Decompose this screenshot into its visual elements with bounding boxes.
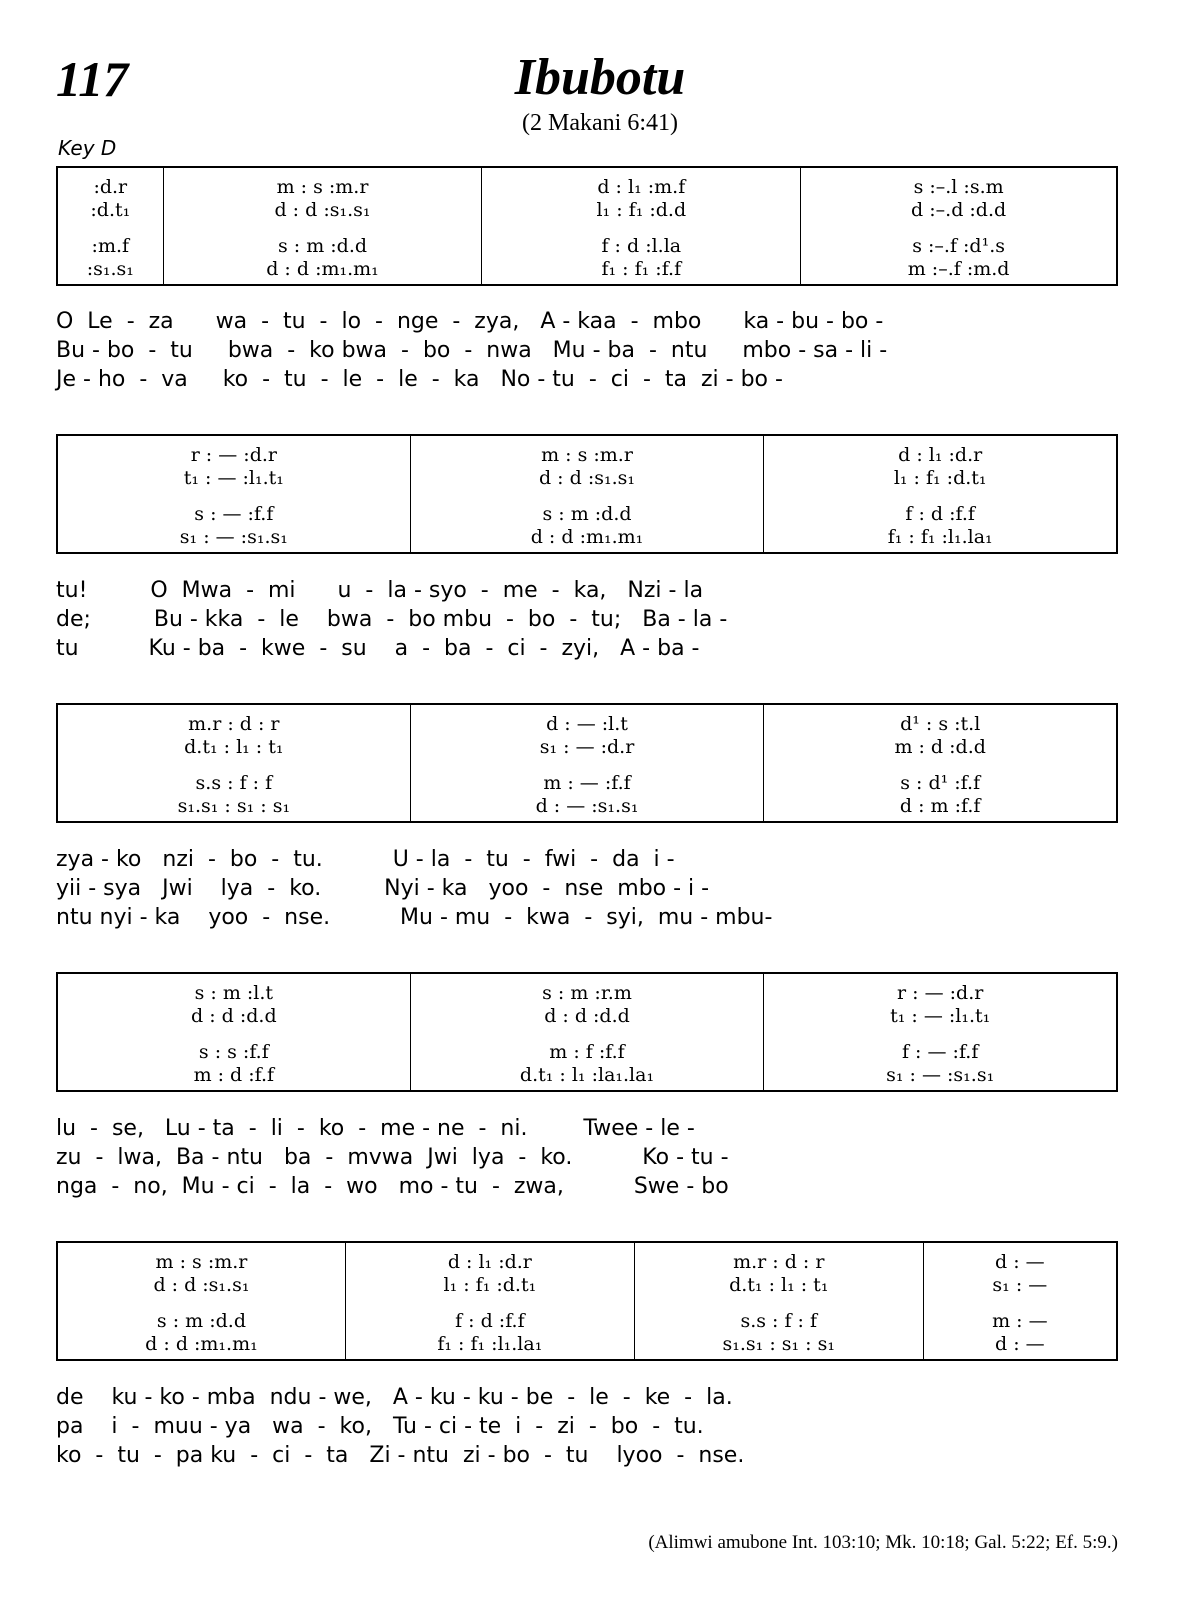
- solfa-notes: m : —: [992, 1310, 1048, 1332]
- solfa-notes: m : d :f.f: [193, 1064, 275, 1086]
- music-system: [56, 703, 1118, 823]
- measure: [58, 705, 410, 821]
- solfa-notes: m : f :f.f: [549, 1041, 625, 1063]
- solfa-notes: m : — :f.f: [543, 772, 631, 794]
- voice-part: [482, 235, 800, 257]
- solfa-notes: d¹ : s :t.l: [900, 713, 981, 735]
- voice-part: [764, 736, 1116, 758]
- solfa-notes: d : —: [995, 1251, 1045, 1273]
- voice-part: [924, 1333, 1116, 1355]
- voice-part: [482, 199, 800, 221]
- lyrics-block: [56, 845, 1118, 932]
- solfa-notes: d : —: [995, 1333, 1045, 1355]
- measure: [800, 168, 1116, 284]
- solfa-notes: d : d :m₁.m₁: [145, 1333, 258, 1355]
- voice-part: [924, 1274, 1116, 1296]
- solfa-notes: s.s : f : f: [740, 1310, 818, 1332]
- lyric-line: nga - no, Mu - ci - la - wo mo - tu - zwa, Swe - bo: [56, 1174, 729, 1199]
- voice-part: [164, 199, 482, 221]
- solfa-notes: l₁ : f₁ :d.t₁: [443, 1274, 537, 1296]
- solfa-notes: f : d :f.f: [455, 1310, 525, 1332]
- solfa-notes: s : m :d.d: [156, 1310, 246, 1332]
- music-system: [56, 434, 1118, 554]
- solfa-notes: l₁ : f₁ :d.d: [596, 199, 687, 221]
- solfa-notes: s : s :f.f: [198, 1041, 269, 1063]
- solfa-notes: d : d :m₁.m₁: [530, 526, 644, 548]
- voice-part: [58, 982, 410, 1004]
- voice-part: [411, 467, 764, 489]
- voice-part: [764, 1005, 1116, 1027]
- lyric-line: ntu nyi - ka yoo - nse. Mu - mu - kwa - syi, mu - mbu-: [56, 905, 773, 930]
- solfa-notes: d : d :s₁.s₁: [153, 1274, 250, 1296]
- solfa-notes: f₁ : f₁ :f.f: [601, 258, 682, 280]
- voice-part: [764, 1064, 1116, 1086]
- solfa-notes: f : — :f.f: [901, 1041, 979, 1063]
- measure: [58, 974, 410, 1090]
- lyric-line: lu - se, Lu - ta - li - ko - me - ne - ni. Twee - le -: [56, 1116, 695, 1141]
- voice-part: [164, 176, 482, 198]
- solfa-notes: :m.f: [91, 235, 130, 257]
- solfa-notes: d : d :s₁.s₁: [274, 199, 371, 221]
- lyric-line: zya - ko nzi - bo - tu. U - la - tu - fwi - da i -: [56, 847, 675, 872]
- key-signature: Key D: [58, 136, 117, 160]
- solfa-notes: s : d¹ :f.f: [900, 772, 981, 794]
- hymn-title: Ibubotu: [514, 49, 686, 106]
- lyric-line: zu - lwa, Ba - ntu ba - mvwa Jwi lya - ko. Ko - tu -: [56, 1145, 729, 1170]
- lyric-line: yii - sya Jwi lya - ko. Nyi - ka yoo - nse mbo - i -: [56, 876, 710, 901]
- measure: [923, 1243, 1116, 1359]
- solfa-notes: s : m :l.t: [194, 982, 274, 1004]
- measure: [410, 974, 764, 1090]
- lyric-line: pa i - muu - ya wa - ko, Tu - ci - te i - zi - bo - tu.: [56, 1414, 704, 1439]
- solfa-notes: t₁ : — :l₁.t₁: [890, 1005, 991, 1027]
- measure: [410, 436, 764, 552]
- voice-part: [58, 1251, 345, 1273]
- solfa-notes: r : — :d.r: [897, 982, 984, 1004]
- solfa-notes: d : d :s₁.s₁: [538, 467, 636, 489]
- solfa-notes: :s₁.s₁: [86, 258, 134, 280]
- lyrics-block: [56, 307, 1118, 394]
- solfa-notes: d.t₁ : l₁ :la₁.la₁: [519, 1064, 655, 1086]
- voice-part: [764, 795, 1116, 817]
- voice-part: [164, 235, 482, 257]
- voice-part: [346, 1251, 634, 1273]
- voice-part: [346, 1333, 634, 1355]
- voice-part: [764, 526, 1116, 548]
- voice-part: [346, 1310, 634, 1332]
- solfa-notes: f : d :l.la: [601, 235, 682, 257]
- voice-part: [58, 772, 410, 794]
- scripture-reference: (2 Makani 6:41): [522, 110, 678, 136]
- solfa-notes: f₁ : f₁ :l₁.la₁: [887, 526, 993, 548]
- solfa-notes: d : — :l.t: [546, 713, 628, 735]
- music-system: [56, 972, 1118, 1092]
- solfa-notes: t₁ : — :l₁.t₁: [183, 467, 284, 489]
- measure: [634, 1243, 923, 1359]
- solfa-notes: d : d :m₁.m₁: [266, 258, 379, 280]
- solfa-notes: l₁ : f₁ :d.t₁: [893, 467, 987, 489]
- lyrics-block: [56, 1114, 1118, 1201]
- voice-part: [635, 1310, 923, 1332]
- voice-part: [58, 467, 410, 489]
- measure: [163, 168, 482, 284]
- voice-part: [58, 1274, 345, 1296]
- voice-part: [764, 772, 1116, 794]
- solfa-notes: d :–.d :d.d: [911, 199, 1007, 221]
- lyric-line: Bu - bo - tu bwa - ko bwa - bo - nwa Mu - ba - ntu mbo - sa - li -: [56, 338, 888, 363]
- voice-part: [764, 444, 1116, 466]
- voice-part: [764, 503, 1116, 525]
- solfa-notes: d.t₁ : l₁ : t₁: [729, 1274, 829, 1296]
- lyric-line: Je - ho - va ko - tu - le - le - ka No - tu - ci - ta zi - bo -: [56, 367, 783, 392]
- solfa-notes: d.t₁ : l₁ : t₁: [184, 736, 284, 758]
- lyric-line: de ku - ko - mba ndu - we, A - ku - ku - be - le - ke - la.: [56, 1385, 733, 1410]
- voice-part: [411, 1064, 764, 1086]
- solfa-notes: s : m :d.d: [542, 503, 632, 525]
- solfa-notes: m : s :m.r: [276, 176, 369, 198]
- solfa-notes: d : — :s₁.s₁: [535, 795, 639, 817]
- solfa-notes: d : l₁ :d.r: [898, 444, 983, 466]
- voice-part: [58, 444, 410, 466]
- measure: [58, 168, 163, 284]
- voice-part: [58, 1041, 410, 1063]
- solfa-notes: d : m :f.f: [899, 795, 981, 817]
- lyric-line: ko - tu - pa ku - ci - ta Zi - ntu zi - bo - tu lyoo - nse.: [56, 1443, 745, 1468]
- voice-part: [411, 713, 764, 735]
- voice-part: [58, 258, 163, 280]
- voice-part: [58, 235, 163, 257]
- solfa-notes: s :–.f :d¹.s: [912, 235, 1005, 257]
- lyrics-block: [56, 1383, 1118, 1470]
- measure: [58, 436, 410, 552]
- solfa-notes: m : s :m.r: [155, 1251, 248, 1273]
- measure: [763, 705, 1116, 821]
- solfa-notes: d : l₁ :m.f: [597, 176, 686, 198]
- voice-part: [411, 1041, 764, 1063]
- voice-part: [764, 1041, 1116, 1063]
- solfa-notes: f : d :f.f: [905, 503, 975, 525]
- hymn-number: 117: [56, 51, 129, 107]
- voice-part: [58, 199, 163, 221]
- lyric-line: tu! O Mwa - mi u - la - syo - me - ka, Nzi - la: [56, 578, 704, 603]
- music-system: [56, 1241, 1118, 1361]
- solfa-notes: r : — :d.r: [190, 444, 277, 466]
- solfa-notes: m.r : d : r: [188, 713, 280, 735]
- voice-part: [635, 1274, 923, 1296]
- measure: [410, 705, 764, 821]
- lyric-line: tu Ku - ba - kwe - su a - ba - ci - zyi, A - ba -: [56, 636, 700, 661]
- measure: [763, 974, 1116, 1090]
- music-system: [56, 166, 1118, 286]
- solfa-notes: m : d :d.d: [894, 736, 986, 758]
- solfa-notes: :d.t₁: [90, 199, 131, 221]
- solfa-notes: s₁.s₁ : s₁ : s₁: [722, 1333, 835, 1355]
- voice-part: [801, 235, 1116, 257]
- solfa-notes: :d.r: [93, 176, 128, 198]
- voice-part: [411, 444, 764, 466]
- voice-part: [764, 713, 1116, 735]
- voice-part: [482, 258, 800, 280]
- lyric-line: O Le - za wa - tu - lo - nge - zya, A - kaa - mbo ka - bu - bo -: [56, 309, 884, 334]
- solfa-notes: s₁ : — :s₁.s₁: [886, 1064, 995, 1086]
- voice-part: [801, 176, 1116, 198]
- voice-part: [764, 982, 1116, 1004]
- voice-part: [924, 1251, 1116, 1273]
- solfa-notes: m.r : d : r: [733, 1251, 825, 1273]
- solfa-notes: s₁ : —: [992, 1274, 1048, 1296]
- voice-part: [801, 258, 1116, 280]
- voice-part: [58, 1064, 410, 1086]
- measure: [58, 1243, 345, 1359]
- voice-part: [411, 982, 764, 1004]
- footnote: (Alimwi amubone Int. 103:10; Mk. 10:18; Gal. 5:22; Ef. 5:9.): [648, 1532, 1118, 1553]
- voice-part: [58, 795, 410, 817]
- measure: [345, 1243, 634, 1359]
- voice-part: [58, 1333, 345, 1355]
- solfa-notes: s.s : f : f: [195, 772, 273, 794]
- voice-part: [764, 467, 1116, 489]
- solfa-notes: s₁ : — :s₁.s₁: [179, 526, 288, 548]
- measure: [481, 168, 800, 284]
- measure: [763, 436, 1116, 552]
- voice-part: [411, 503, 764, 525]
- voice-part: [58, 526, 410, 548]
- solfa-notes: s :–.l :s.m: [913, 176, 1004, 198]
- voice-part: [411, 772, 764, 794]
- voice-part: [635, 1251, 923, 1273]
- solfa-notes: f₁ : f₁ :l₁.la₁: [437, 1333, 543, 1355]
- lyrics-block: [56, 576, 1118, 663]
- solfa-notes: d : l₁ :d.r: [447, 1251, 532, 1273]
- voice-part: [58, 176, 163, 198]
- voice-part: [482, 176, 800, 198]
- voice-part: [635, 1333, 923, 1355]
- voice-part: [58, 1005, 410, 1027]
- voice-part: [924, 1310, 1116, 1332]
- solfa-notes: d : d :d.d: [191, 1005, 277, 1027]
- voice-part: [411, 795, 764, 817]
- voice-part: [58, 736, 410, 758]
- solfa-notes: d : d :d.d: [544, 1005, 630, 1027]
- voice-part: [58, 1310, 345, 1332]
- voice-part: [346, 1274, 634, 1296]
- solfa-notes: m :–.f :m.d: [907, 258, 1010, 280]
- voice-part: [164, 258, 482, 280]
- solfa-notes: s : m :r.m: [542, 982, 632, 1004]
- voice-part: [411, 736, 764, 758]
- voice-part: [411, 1005, 764, 1027]
- solfa-notes: m : s :m.r: [541, 444, 633, 466]
- voice-part: [411, 526, 764, 548]
- solfa-notes: s₁.s₁ : s₁ : s₁: [177, 795, 291, 817]
- solfa-notes: s₁ : — :d.r: [539, 736, 635, 758]
- solfa-notes: s : m :d.d: [277, 235, 368, 257]
- voice-part: [58, 713, 410, 735]
- solfa-notes: s : — :f.f: [194, 503, 274, 525]
- voice-part: [58, 503, 410, 525]
- lyric-line: de; Bu - kka - le bwa - bo mbu - bo - tu; Ba - la -: [56, 607, 728, 632]
- voice-part: [801, 199, 1116, 221]
